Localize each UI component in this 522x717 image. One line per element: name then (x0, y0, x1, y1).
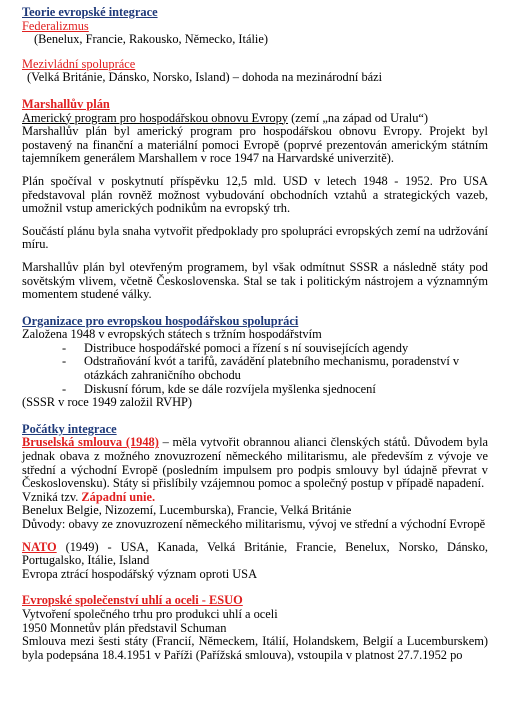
esuo-line-1: Vytvoření společného trhu pro produkci uhlí a oceli (22, 606, 278, 621)
oeec-list (22, 342, 488, 396)
heading-pocatky: Počátky integrace (22, 421, 117, 436)
members-line: Benelux Belgie, Nizozemí, Lucemburska), Francie, Velká Británie (22, 503, 352, 518)
list-item: - Diskusní fórum, kde se dále rozvíjela myšlenka sjednocení (62, 383, 488, 397)
marshall-para-1: Marshallův plán byl americký program pro hospodářskou obnovu Evropy. Projekt byl postavený na finanční a materiální pomoci Evropě (poprvé prezentován americkým státním tajemníkem generálem Marshallem v roce 1947 na Harvardské univerzitě). (22, 124, 488, 166)
oeec-intro: Založena 1948 v evropských státech s tržním hospodářstvím (22, 327, 322, 342)
marshall-para-2: Plán spočíval v poskytnutí příspěvku 12,5 mld. USD v letech 1948 - 1952. Pro USA představoval plán rovněž možnost vybudování obchodních vztahů a strategických vazeb, umožnil vstup amerických podnikům na evropský trh. (22, 173, 488, 216)
label-federalismus: Federalizmus (22, 18, 89, 33)
marshall-para-3: Součástí plánu byla snaha vytvořit předpoklady pro spolupráci evropských zemí na udržování míru. (22, 223, 488, 252)
marshall-subtitle-rest: (zemí „na západ od Uralu“) (288, 110, 429, 125)
zapadni-unie-line (22, 491, 488, 505)
heading-esuo: Evropské společenství uhlí a oceli - ESUO (22, 593, 243, 608)
esuo-line-3: Smlouva mezi šesti státy (Francií, Německem, Itálií, Holandskem, Belgií a Lucemburskem) byla podepsána 18.4.1951 v Paříži (Pařížská smlouva), vstoupila v platnost 27.7.1952 po (22, 634, 488, 662)
brussels-paragraph (22, 436, 488, 490)
heading-oeec: Organizace pro evropskou hospodářskou spolupráci (22, 313, 299, 328)
brussels-label: Bruselská smlouva (1948) (22, 435, 159, 450)
section-oeec (22, 315, 488, 410)
list-item: - Distribuce hospodářské pomoci a řízení s ní souvisejících agendy (62, 342, 488, 356)
section-pocatky (22, 423, 488, 582)
esuo-line-2: 1950 Monnetův plán představil Schuman (22, 620, 227, 635)
heading-teorie: Teorie evropské integrace (22, 5, 158, 19)
marshall-para-4: Marshallův plán byl otevřeným programem, byl však odmítnut SSSR a následně státy pod sovětským vlivem, včetně Československa. Stal se tak i politickým nástrojem a významným momentem studené války. (22, 259, 488, 302)
section-teorie (22, 6, 488, 85)
nato-text: (1949) - USA, Kanada, Velká Británie, Francie, Benelux, Norsko, Dánsko, Portugalsko, Itálie, Island (22, 539, 488, 568)
brussels-text: – měla vytvořit obrannou alianci členských států. Důvodem byla jednak obava z možného znovuzrození německého militarismu, ale především z vývoje ve střední a východní Evropě (posledním impulsem pro podpis smlouvy byl údajně převrat v Československu). Státy si přislíbily vzájemnou pomoc a společný postup v případě napadení. (22, 435, 489, 491)
zapadni-unie: Západní unie. (81, 489, 156, 504)
text-mezivladni: (Velká Británie, Dánsko, Norsko, Island) – dohoda na mezinárodní bázi (27, 70, 383, 85)
vznika-prefix: Vzniká tzv. (22, 489, 82, 504)
text-federalismus: (Benelux, Francie, Rakousko, Německo, Itálie) (34, 32, 268, 47)
duvody-line: Důvody: obavy ze znovuzrození německého militarismu, vývoj ve střední a východní Evropě (22, 517, 486, 531)
nato-paragraph (22, 541, 488, 568)
section-marshall (22, 98, 488, 302)
nato-label: NATO (22, 539, 57, 554)
list-item: - Odstraňování kvót a tarifů, zavádění platebního mechanismu, poradenství v otázkách zahraničního obchodu (62, 355, 488, 382)
document-page (22, 6, 488, 662)
oeec-note: (SSSR v roce 1949 založil RVHP) (22, 395, 193, 410)
marshall-subtitle-underlined: Americký program pro hospodářskou obnovu Evropy (22, 110, 289, 125)
heading-marshall: Marshallův plán (22, 96, 110, 111)
nato-note: Evropa ztrácí hospodářský význam oproti USA (22, 566, 258, 581)
marshall-subtitle (22, 112, 488, 126)
section-esuo (22, 594, 488, 662)
label-mezivladni: Mezivládní spolupráce (22, 56, 136, 71)
